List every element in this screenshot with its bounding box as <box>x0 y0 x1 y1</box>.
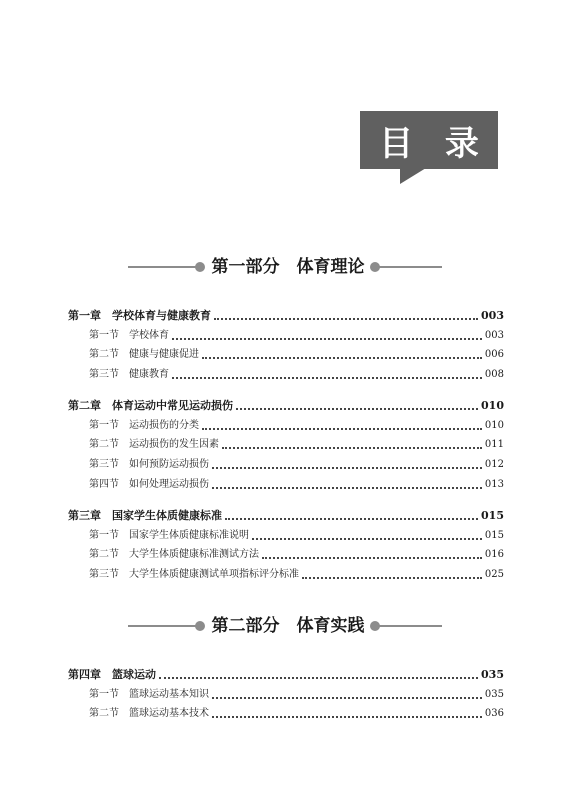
section-label: 第一节 运动损伤的分类 <box>89 420 199 431</box>
section-label: 第二节 篮球运动基本技术 <box>89 708 209 719</box>
toc-section-row[interactable] <box>89 418 504 434</box>
dot-leader <box>159 677 478 679</box>
page-number: 015 <box>484 530 504 541</box>
chapter-label: 第二章 体育运动中常见运动损伤 <box>68 399 233 412</box>
section-label: 第三节 如何预防运动损伤 <box>89 459 209 470</box>
part-title: 第二部分 体育实践 <box>211 616 365 636</box>
page-number: 012 <box>484 459 504 470</box>
chapter-label: 第一章 学校体育与健康教育 <box>68 309 211 322</box>
toc-section-row[interactable] <box>89 567 504 583</box>
page-number: 003 <box>481 309 504 322</box>
page-number: 010 <box>484 420 504 431</box>
dot-leader <box>202 428 482 430</box>
section-label: 第二节 健康与健康促进 <box>89 349 199 360</box>
toc-chapter-row[interactable] <box>68 508 504 524</box>
page-number: 013 <box>484 479 504 490</box>
dot-leader <box>212 467 482 469</box>
toc-section-row[interactable] <box>89 328 504 344</box>
dot-leader <box>302 577 482 579</box>
toc-section-row[interactable] <box>89 687 504 703</box>
divider-line <box>379 625 442 627</box>
toc-section-row[interactable] <box>89 477 504 493</box>
chapter-label: 第三章 国家学生体质健康标准 <box>68 509 222 522</box>
page-number: 010 <box>481 399 504 412</box>
section-label: 第一节 国家学生体质健康标准说明 <box>89 530 249 541</box>
page-number: 015 <box>481 509 504 522</box>
section-label: 第一节 篮球运动基本知识 <box>89 689 209 700</box>
title-badge-tail <box>400 168 426 184</box>
page-number: 003 <box>484 330 504 341</box>
dot-leader <box>222 447 482 449</box>
page-number: 035 <box>484 689 504 700</box>
toc-section-row[interactable] <box>89 706 504 722</box>
dot-leader <box>212 697 482 699</box>
toc-chapter-row[interactable] <box>68 308 504 324</box>
section-label: 第三节 健康教育 <box>89 369 169 380</box>
section-label: 第一节 学校体育 <box>89 330 169 341</box>
toc-section-row[interactable] <box>89 367 504 383</box>
dot-leader <box>202 357 482 359</box>
page-number: 035 <box>481 668 504 681</box>
page-title: 目 录 <box>379 123 489 164</box>
toc-section-row[interactable] <box>89 547 504 563</box>
toc-section-row[interactable] <box>89 528 504 544</box>
toc-section-row[interactable] <box>89 437 504 453</box>
dot-leader <box>212 487 482 489</box>
page-number: 006 <box>484 349 504 360</box>
dot-leader <box>236 408 478 410</box>
toc-section-row[interactable] <box>89 457 504 473</box>
toc-chapter-row[interactable] <box>68 667 504 683</box>
dot-leader <box>262 557 482 559</box>
divider-dot <box>195 262 205 272</box>
page-number: 008 <box>484 369 504 380</box>
section-label: 第二节 运动损伤的发生因素 <box>89 439 219 450</box>
section-label: 第四节 如何处理运动损伤 <box>89 479 209 490</box>
dot-leader <box>225 518 478 520</box>
section-label: 第二节 大学生体质健康标准测试方法 <box>89 549 259 560</box>
dot-leader <box>172 377 482 379</box>
section-label: 第三节 大学生体质健康测试单项指标评分标准 <box>89 569 299 580</box>
chapter-label: 第四章 篮球运动 <box>68 668 156 681</box>
toc-section-row[interactable] <box>89 347 504 363</box>
toc-chapter-row[interactable] <box>68 398 504 414</box>
divider-dot <box>195 621 205 631</box>
divider-line <box>128 266 196 268</box>
page-number: 016 <box>484 549 504 560</box>
page-number: 036 <box>484 708 504 719</box>
divider-line <box>128 625 196 627</box>
dot-leader <box>252 538 482 540</box>
part-title: 第一部分 体育理论 <box>211 257 365 277</box>
part-heading <box>0 614 571 638</box>
page-number: 025 <box>484 569 504 580</box>
dot-leader <box>214 318 478 320</box>
divider-line <box>379 266 442 268</box>
dot-leader <box>172 338 482 340</box>
part-heading <box>0 255 571 279</box>
page-number: 011 <box>484 439 504 450</box>
dot-leader <box>212 716 482 718</box>
